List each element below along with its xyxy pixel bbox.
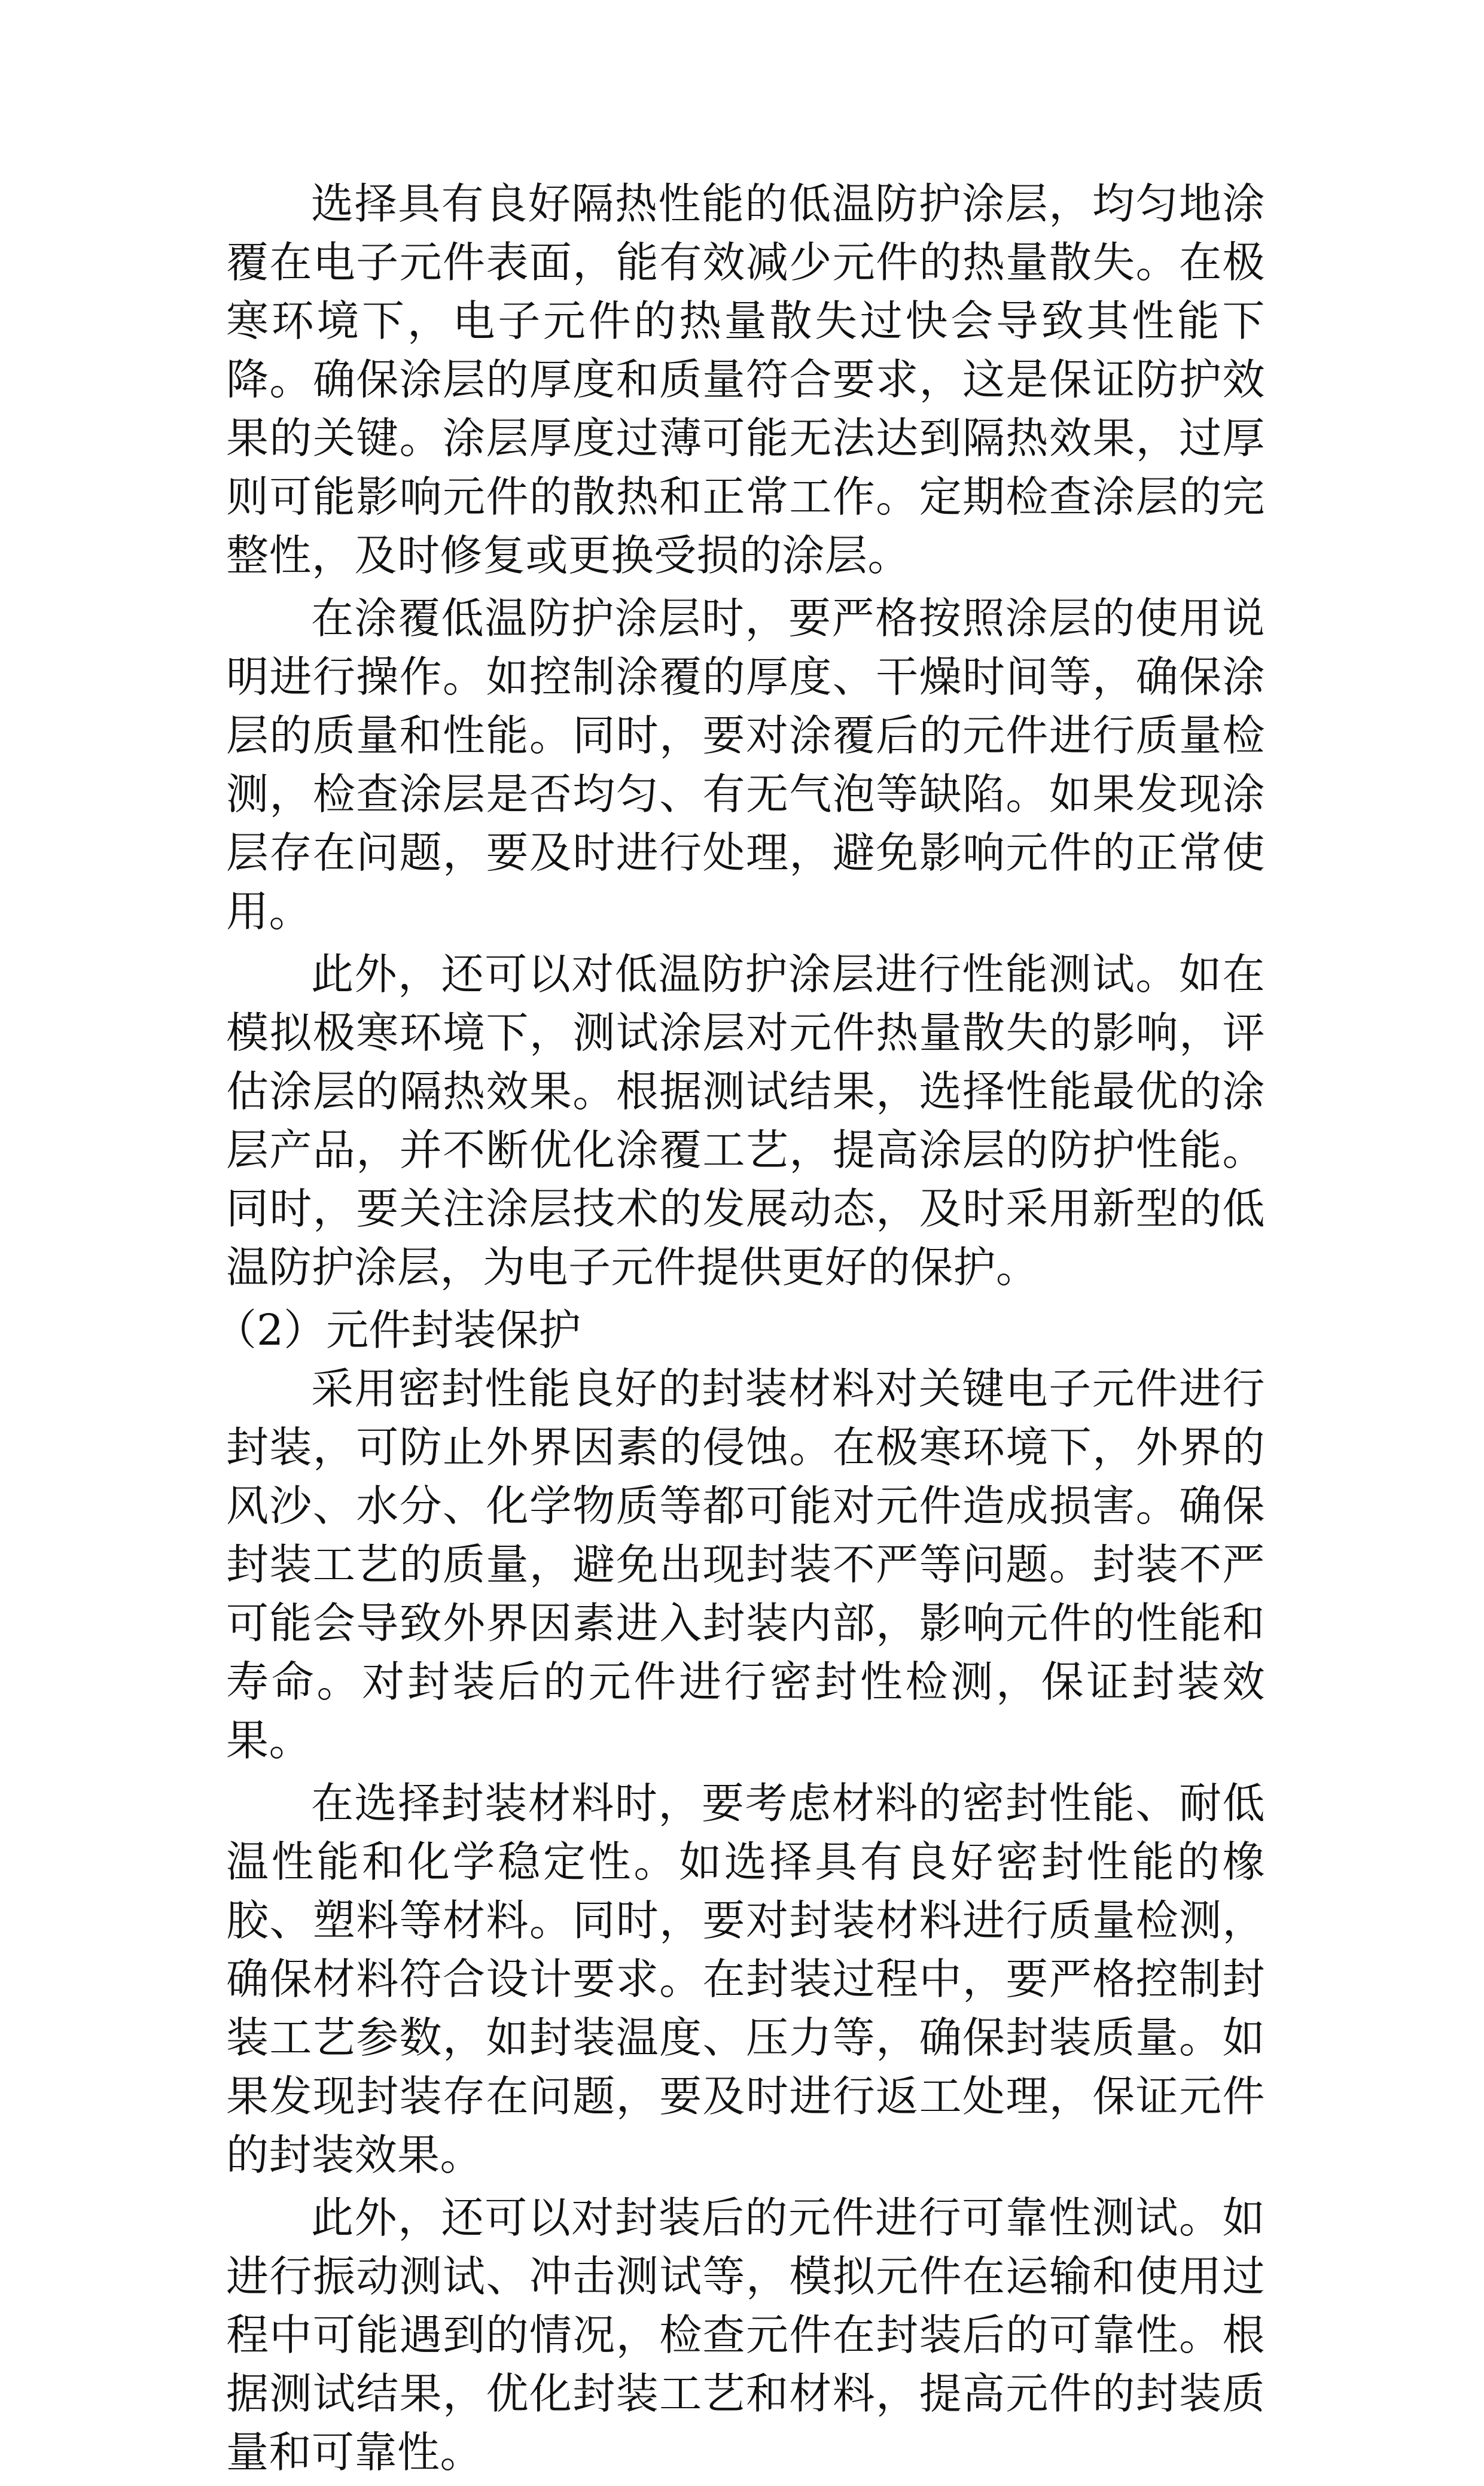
paragraph-coating-selection: 选择具有良好隔热性能的低温防护涂层，均匀地涂覆在电子元件表面，能有效减少元件的热量散失。在极寒环境下，电子元件的热量散失过快会导致其性能下降。确保涂层的厚度和质量符合要求，这是保证防护效果的关键。涂层厚度过薄可能无法达到隔热效果，过厚则可能影响元件的散热和正常工作。定期检查涂层的完整性，及时修复或更换受损的涂层。 xyxy=(226,179,1265,580)
paragraph-packaging-testing: 此外，还可以对封装后的元件进行可靠性测试。如进行振动测试、冲击测试等，模拟元件在运输和使用过程中可能遇到的情况，检查元件在封装后的可靠性。根据测试结果，优化封装工艺和材料，提高元件的封装质量和可靠性。 xyxy=(226,2193,1265,2477)
section-heading-packaging: （2）元件封装保护 xyxy=(214,1305,581,1355)
paragraph-packaging-materials: 在选择封装材料时，要考虑材料的密封性能、耐低温性能和化学稳定性。如选择具有良好密封性能的橡胶、塑料等材料。同时，要对封装材料进行质量检测，确保材料符合设计要求。在封装过程中，要严格控制封装工艺参数，如封装温度、压力等，确保封装质量。如果发现封装存在问题，要及时进行返工处理，保证元件的封装效果。 xyxy=(226,1778,1265,2180)
paragraph-packaging-intro: 采用密封性能良好的封装材料对关键电子元件进行封装，可防止外界因素的侵蚀。在极寒环境下，外界的风沙、水分、化学物质等都可能对元件造成损害。确保封装工艺的质量，避免出现封装不严等问题。封装不严可能会导致外界因素进入封装内部，影响元件的性能和寿命。对封装后的元件进行密封性检测，保证封装效果。 xyxy=(226,1364,1265,1765)
paragraph-coating-testing: 此外，还可以对低温防护涂层进行性能测试。如在模拟极寒环境下，测试涂层对元件热量散失的影响，评估涂层的隔热效果。根据测试结果，选择性能最优的涂层产品，并不断优化涂覆工艺，提高涂层的防护性能。同时，要关注涂层技术的发展动态，及时采用新型的低温防护涂层，为电子元件提供更好的保护。 xyxy=(226,949,1265,1292)
document-page xyxy=(214,175,1265,2486)
paragraph-coating-application: 在涂覆低温防护涂层时，要严格按照涂层的使用说明进行操作。如控制涂覆的厚度、干燥时间等，确保涂层的质量和性能。同时，要对涂覆后的元件进行质量检测，检查涂层是否均匀、有无气泡等缺陷。如果发现涂层存在问题，要及时进行处理，避免影响元件的正常使用。 xyxy=(226,593,1265,936)
